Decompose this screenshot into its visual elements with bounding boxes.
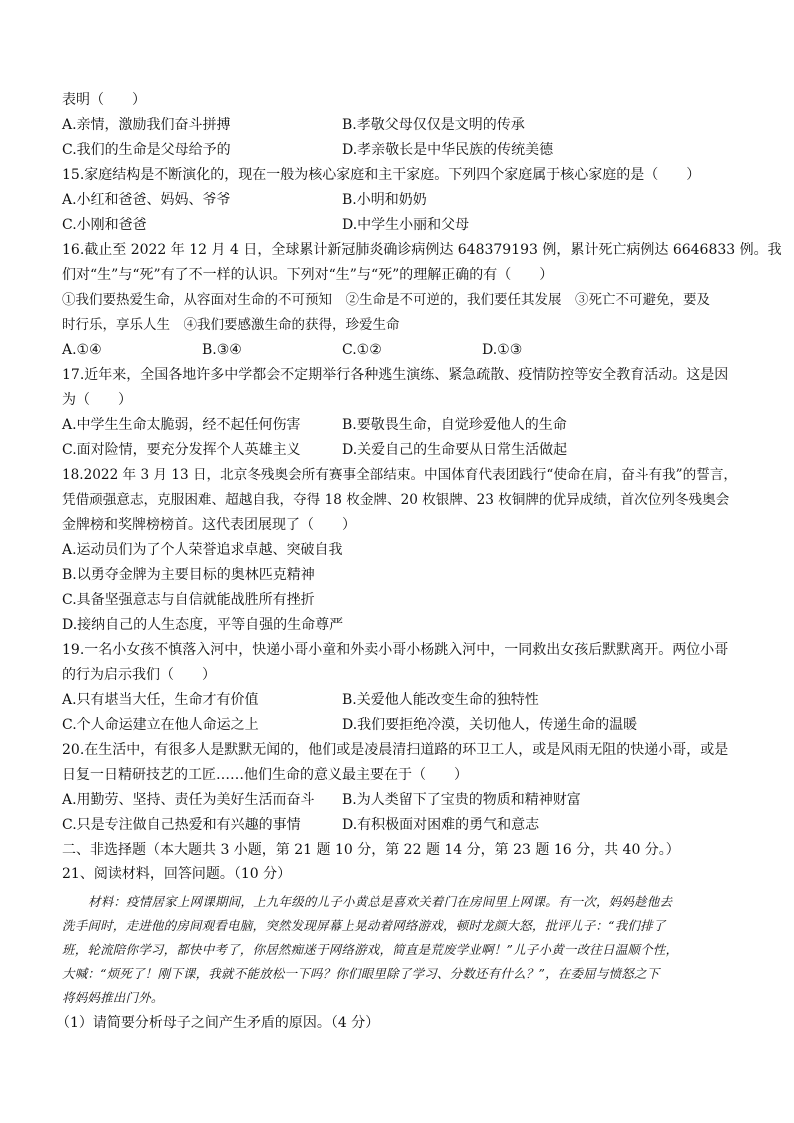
q15-option-c: C.小刚和爸爸: [62, 217, 147, 233]
q18-option-c: C.具备坚强意志与自信就能战胜所有挫折: [62, 592, 315, 608]
q16-stem-line2: 们对“生”与“死”有了不一样的认识。下列对“生”与“死”的理解正确的有（ ）: [62, 267, 554, 283]
q21-material-line3: 班，轮流陪你学习，都快中考了，你居然痴迷于网络游戏，简直是荒废学业啊！”儿子小黄一改往日温顺个性，: [62, 942, 679, 957]
q17-option-a: A.中学生生命太脆弱，经不起任何伤害: [62, 417, 301, 433]
q19-option-a: A.只有堪当大任，生命才有价值: [62, 692, 259, 708]
q16-statements-line1: ①我们要热爱生命，从容面对生命的不可预知 ②生命是不可逆的，我们要任其发展 ③死亡不可避免，要及: [62, 292, 710, 308]
q18-option-b: B.以勇夺金牌为主要目标的奥林匹克精神: [62, 567, 315, 583]
q14-option-d: D.孝亲敬长是中华民族的传统美德: [342, 142, 554, 158]
q18-option-d: D.接纳自己的人生态度，平等自强的生命尊严: [62, 617, 344, 633]
q20-option-b: B.为人类留下了宝贵的物质和精神财富: [342, 792, 581, 808]
q20-stem-line1: 20.在生活中，有很多人是默默无闻的，他们或是凌晨清扫道路的环卫工人，或是风雨无阻的快递小哥，或是: [62, 742, 729, 758]
section-2-heading: 二、非选择题（本大题共 3 小题，第 21 题 10 分，第 22 题 14 分，第 23 题 16 分，共 40 分。）: [62, 842, 680, 858]
q21-material-line2: 洗手间时，走进他的房间观看电脑，突然发现屏幕上晃动着网络游戏，顿时龙颜大怒，批评儿子：“我们排了: [62, 918, 666, 933]
q16-option-c: C.①②: [342, 342, 382, 358]
q20-option-d: D.有积极面对困难的勇气和意志: [342, 817, 540, 833]
q18-option-a: A.运动员们为了个人荣誉追求卓越、突破自我: [62, 542, 343, 558]
q15-stem: 15.家庭结构是不断演化的，现在一般为核心家庭和主干家庭。下列四个家庭属于核心家庭的是（ ）: [62, 167, 701, 183]
q16-option-a: A.①④: [62, 342, 102, 358]
q17-option-b: B.要敬畏生命，自觉珍爱他人的生命: [342, 417, 567, 433]
q19-option-c: C.个人命运建立在他人命运之上: [62, 717, 259, 733]
q17-stem-line1: 17.近年来，全国各地许多中学都会不定期举行各种逃生演练、紧急疏散、疫情防控等安全教育活动。这是因: [62, 367, 729, 383]
q21-material-line4: 大喊：“烦死了！刚下课，我就不能放松一下吗？你们眼里除了学习、分数还有什么？”，在委屈与愤怒之下: [62, 966, 660, 981]
q17-option-d: D.关爱自己的生命要从日常生活做起: [342, 442, 568, 458]
q15-option-b: B.小明和奶奶: [342, 192, 427, 208]
q19-option-d: D.我们要拒绝冷漠，关切他人，传递生命的温暖: [342, 717, 638, 733]
q14-option-c: C.我们的生命是父母给予的: [62, 142, 231, 158]
q16-option-d: D.①③: [482, 342, 523, 358]
q14-stem-tail: 表明（ ）: [62, 92, 146, 108]
q21-subquestion-1: （1）请简要分析母子之间产生矛盾的原因。（4 分）: [56, 1015, 380, 1031]
q17-stem-line2: 为（ ）: [62, 392, 132, 408]
q16-option-b: B.③④: [202, 342, 242, 358]
q15-option-d: D.中学生小丽和父母: [342, 217, 470, 233]
q15-option-a: A.小红和爸爸、妈妈、爷爷: [62, 192, 231, 208]
q18-stem-line2: 凭借顽强意志，克服困难、超越自我，夺得 18 枚金牌、20 枚银牌、23 枚铜牌的优异成绩，首次位列冬残奥会: [62, 492, 730, 508]
q20-option-c: C.只是专注做自己热爱和有兴趣的事情: [62, 817, 301, 833]
q19-stem-line2: 的行为启示我们（ ）: [62, 667, 216, 683]
q19-option-b: B.关爱他人能改变生命的独特性: [342, 692, 539, 708]
q20-stem-line2: 日复一日精研技艺的工匠……他们生命的意义最主要在于（ ）: [62, 767, 468, 783]
q21-stem: 21、阅读材料，回答问题。（10 分）: [62, 866, 292, 882]
q14-option-a: A.亲情，激励我们奋斗拼搏: [62, 117, 231, 133]
q21-material-line5: 将妈妈推出门外。: [62, 990, 164, 1005]
q14-option-b: B.孝敬父母仅仅是文明的传承: [342, 117, 525, 133]
q18-stem-line1: 18.2022 年 3 月 13 日，北京冬残奥会所有赛事全部结束。中国体育代表团践行“使命在肩，奋斗有我”的誓言，: [62, 467, 738, 483]
q18-stem-line3: 金牌榜和奖牌榜榜首。这代表团展现了（ ）: [62, 517, 356, 533]
q17-option-c: C.面对险情，要充分发挥个人英雄主义: [62, 442, 301, 458]
q20-option-a: A.用勤劳、坚持、责任为美好生活而奋斗: [62, 792, 315, 808]
q16-statements-line2: 时行乐，享乐人生 ④我们要感激生命的获得，珍爱生命: [62, 317, 400, 333]
q19-stem-line1: 19.一名小女孩不慎落入河中，快递小哥小童和外卖小哥小杨跳入河中，一同救出女孩后默默离开。两位小哥: [62, 642, 729, 658]
q16-stem-line1: 16.截止至 2022 年 12 月 4 日，全球累计新冠肺炎确诊病例达 648379193 例，累计死亡病例达 6646833 例。我: [62, 242, 782, 258]
q21-material-line1: 材料：疫情居家上网课期间，上九年级的儿子小黄总是喜欢关着门在房间里上网课。有一次，妈妈趁他去: [88, 894, 673, 909]
